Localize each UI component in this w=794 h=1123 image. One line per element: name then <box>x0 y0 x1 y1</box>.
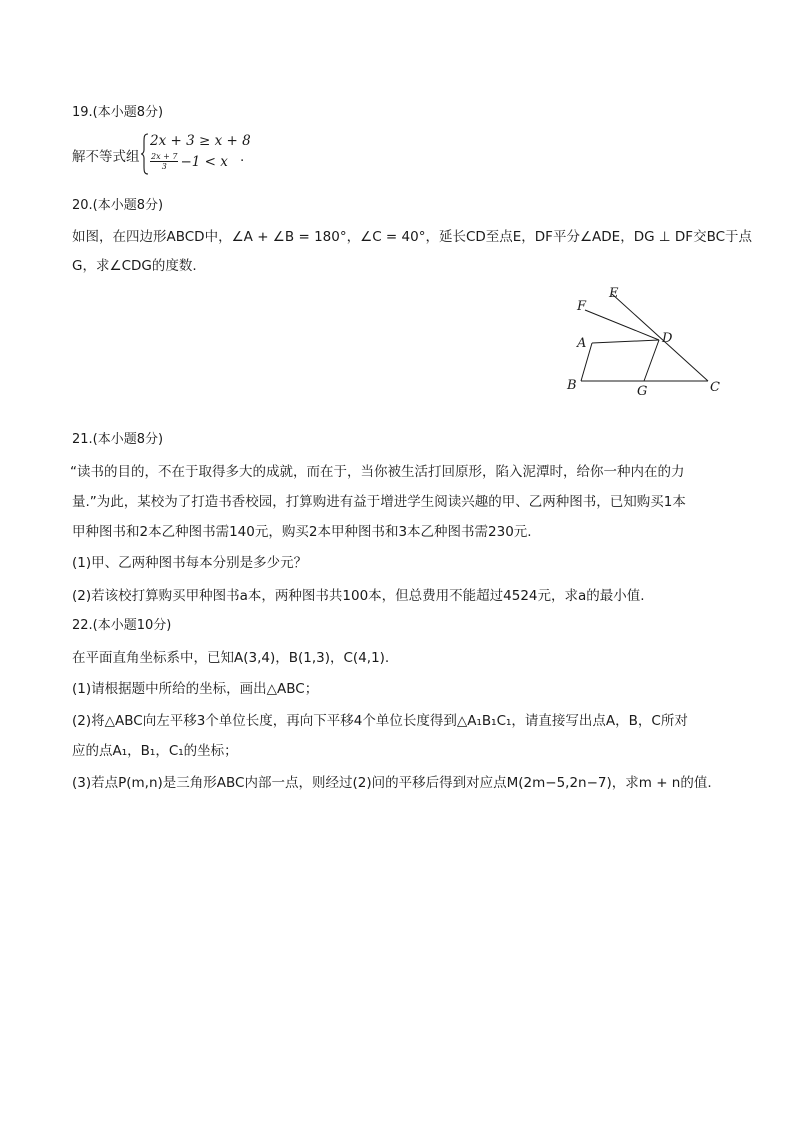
point-label-e: E <box>609 286 619 301</box>
point-label-g: G <box>637 384 648 399</box>
left-brace-icon <box>140 133 150 175</box>
segment-dg <box>644 340 659 381</box>
q22-header: 22.(本小题10分) <box>72 618 172 633</box>
q21-part1: (1)甲、乙两种图书每本分别是多少元？ <box>72 555 308 571</box>
point-label-c: C <box>710 380 720 395</box>
segment-df <box>585 310 659 340</box>
point-label-d: D <box>662 331 673 346</box>
q19-header: 19.(本小题8分) <box>72 105 164 120</box>
q19-row2-rest: −1 < x <box>180 153 228 170</box>
segment-ce <box>612 294 708 381</box>
q19-frac-denominator: 3 <box>161 162 167 171</box>
q22-line1: 在平面直角坐标系中，已知A(3,4)，B(1,3)，C(4,1). <box>72 650 390 666</box>
q19-row2 <box>150 152 228 171</box>
point-label-b: B <box>567 378 577 393</box>
q21-line1: “读书的目的，不在于取得多大的成就，而在于，当你被生活打回原形，陷入泥潭时，给你一种内在的力 <box>70 464 685 480</box>
q22-part1: (1)请根据题中所给的坐标，画出△ABC； <box>72 681 319 697</box>
point-label-a: A <box>577 336 587 351</box>
point-label-f: F <box>577 299 587 314</box>
q19-end-mark: . <box>240 149 245 165</box>
q19-frac-numerator: 2x + 7 <box>151 152 178 161</box>
q22-part2-line1: (2)将△ABC向左平移3个单位长度，再向下平移4个单位长度得到△A₁B₁C₁，请直接写出点A，B，C所对 <box>72 713 688 729</box>
q21-part2: (2)若该校打算购买甲种图书a本，两种图书共100本，但总费用不能超过4524元，求a的最小值. <box>72 588 645 604</box>
q21-line3: 甲种图书和2本乙种图书需140元，购买2本甲种图书和3本乙种图书需230元. <box>72 524 532 540</box>
q20-line2: G，求∠CDG的度数. <box>72 258 197 274</box>
segment-ad <box>592 340 659 343</box>
q20-header: 20.(本小题8分) <box>72 198 164 213</box>
q21-header: 21.(本小题8分) <box>72 432 164 447</box>
q22-part2-line2: 应的点A₁，B₁，C₁的坐标； <box>72 743 238 759</box>
q19-label: 解不等式组 <box>72 149 140 165</box>
q22-part3: (3)若点P(m,n)是三角形ABC内部一点，则经过(2)问的平移后得到对应点M(2m−5,2n−7)，求m + n的值. <box>72 775 712 791</box>
q20-line1: 如图，在四边形ABCD中，∠A + ∠B = 180°，∠C = 40°，延长CD至点E，DF平分∠ADE，DG ⊥ DF交BC于点 <box>72 229 753 245</box>
q19-row1: 2x + 3 ≥ x + 8 <box>150 133 251 149</box>
q21-line2: 量.”为此，某校为了打造书香校园，打算购进有益于增进学生阅读兴趣的甲、乙两种图书，已知购买1本 <box>72 494 686 510</box>
q20-geometry-figure <box>560 280 730 402</box>
q19-fraction <box>150 152 178 171</box>
